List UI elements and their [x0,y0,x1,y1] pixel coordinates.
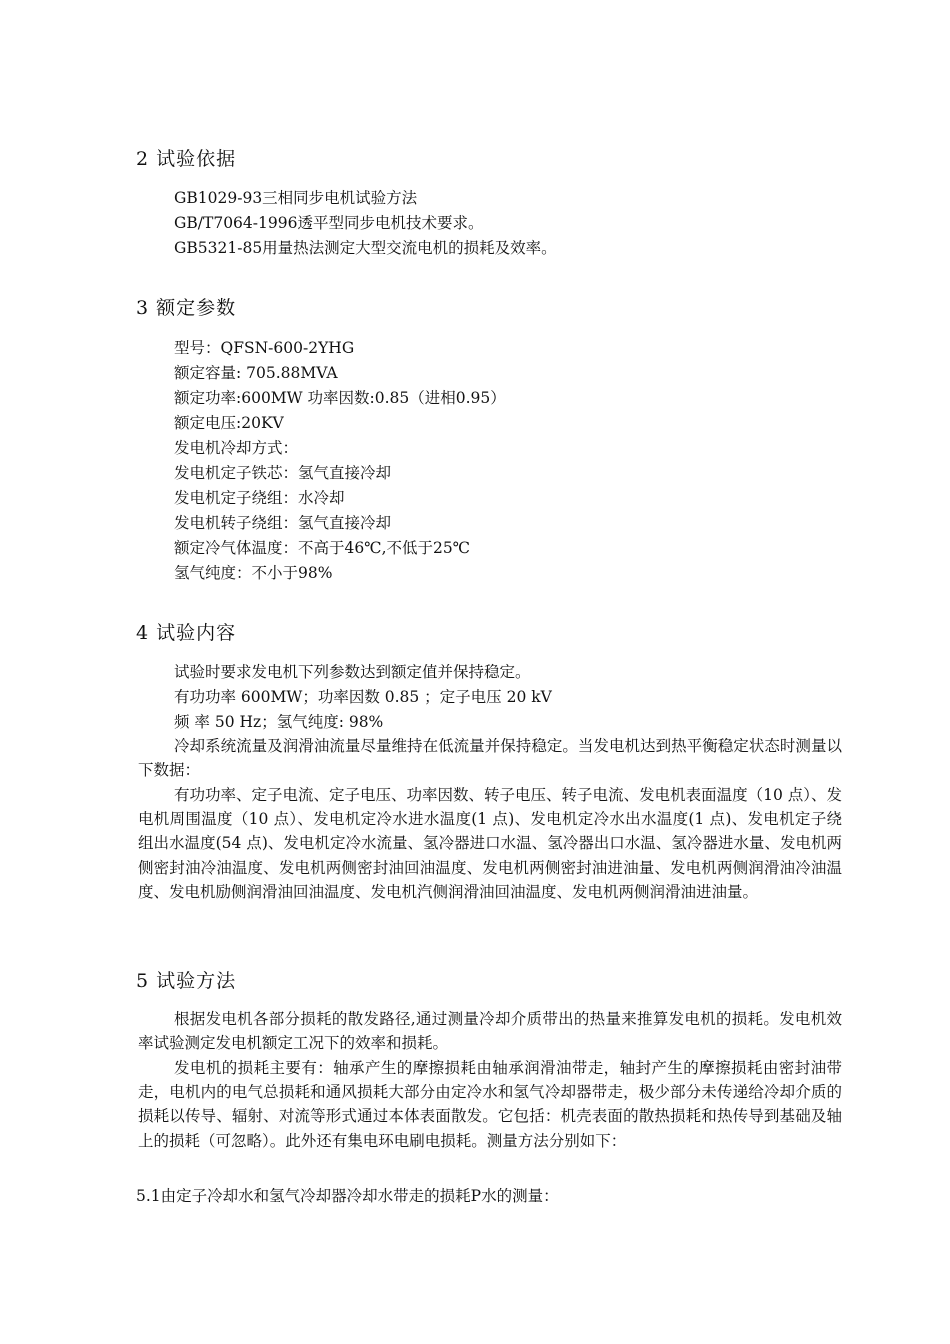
section-heading-method: 5 试验方法 [136,970,237,992]
rating-line: 额定功率:600MW 功率因数:0.85（进相0.95） [174,389,506,407]
rating-line: 发电机定子绕组：水冷却 [174,489,345,507]
rating-line: 额定容量: 705.88MVA [174,364,338,382]
paragraph: 冷却系统流量及润滑油流量尽量维持在低流量并保持稳定。当发电机达到热平衡稳定状态时测量以下数据： [138,737,842,780]
standard-line: GB1029-93三相同步电机试验方法 [174,189,418,207]
section-heading-ratings: 3 额定参数 [136,297,237,319]
rating-line: 发电机冷却方式： [174,439,299,457]
paragraph: 发电机的损耗主要有：轴承产生的摩擦损耗由轴承润滑油带走，轴封产生的摩擦损耗由密封油带走，电机内的电气总损耗和通风损耗大部分由定冷水和氢气冷却器带走，极少部分未传递给冷却介质的损耗以传导、辐射、对流等形式通过本体表面散发。它包括：机壳表面的散热损耗和热传导到基础及轴上的损耗（可忽略）。此外还有集电环电刷电损耗。测量方法分别如下： [138,1059,842,1150]
content-line: 频 率 50 Hz；氢气纯度: 98% [174,713,384,731]
rating-line: 额定冷气体温度：不高于46℃,不低于25℃ [174,539,471,557]
paragraph: 有功功率、定子电流、定子电压、功率因数、转子电压、转子电流、发电机表面温度（10 点）、发电机周围温度（10 点）、发电机定冷水进水温度(1 点)、发电机定冷水出水温度(1 点)、发电机定子绕组出水温度(54 点)、发电机定冷水流量、氢冷器进口水温、氢冷器出口水温、氢冷器进水量、发电机两侧密封油冷油温度、发电机两侧密封油回油温度、发电机两侧密封油进油量、发电机两侧润滑油冷油温度、发电机励侧润滑油回油温度、发电机汽侧润滑油回油温度、发电机两侧润滑油进油量。 [138,786,842,901]
content-line: 有功功率 600MW；功率因数 0.85 ；定子电压 20 kV [174,688,552,706]
rating-line: 发电机定子铁芯：氢气直接冷却 [174,464,392,482]
subsection-heading: 5.1由定子冷却水和氢气冷却器冷却水带走的损耗P水的测量： [136,1187,559,1205]
rating-line: 发电机转子绕组：氢气直接冷却 [174,514,392,532]
content-line: 试验时要求发电机下列参数达到额定值并保持稳定。 [174,663,531,681]
standard-line: GB5321-85用量热法测定大型交流电机的损耗及效率。 [174,239,557,257]
section-heading-basis: 2 试验依据 [136,148,237,170]
rating-line: 型号：QFSN-600-2YHG [174,339,355,357]
paragraph: 根据发电机各部分损耗的散发路径,通过测量冷却介质带出的热量来推算发电机的损耗。发电机效率试验测定发电机额定工况下的效率和损耗。 [138,1010,842,1053]
rating-line: 额定电压:20KV [174,414,284,432]
rating-line: 氢气纯度：不小于98% [174,564,333,582]
section-heading-content: 4 试验内容 [136,622,237,644]
standard-line: GB/T7064-1996透平型同步电机技术要求。 [174,214,484,232]
